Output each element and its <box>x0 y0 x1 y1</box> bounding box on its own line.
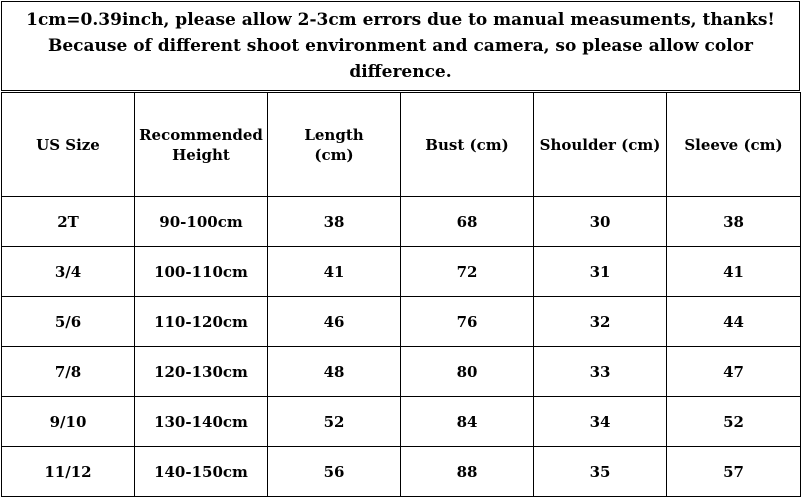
size-table <box>1 92 801 497</box>
header-us-size <box>2 93 135 197</box>
cell-height: 140-150cm <box>135 447 268 497</box>
measurement-notice <box>1 1 800 91</box>
header-length <box>268 93 401 197</box>
cell-shoulder: 31 <box>534 247 667 297</box>
cell-us-size: 5/6 <box>2 297 135 347</box>
cell-bust: 68 <box>401 197 534 247</box>
table-row <box>2 247 801 297</box>
table-row <box>2 197 801 247</box>
header-text: Shoulder (cm) <box>539 135 661 154</box>
cell-us-size: 7/8 <box>2 347 135 397</box>
header-text: Height <box>172 145 230 164</box>
cell-bust: 72 <box>401 247 534 297</box>
header-text: Length <box>304 125 364 144</box>
header-bust <box>401 93 534 197</box>
header-text: Bust (cm) <box>425 135 509 154</box>
cell-length: 46 <box>268 297 401 347</box>
header-text: (cm) <box>314 145 354 164</box>
notice-line-2: Because of different shoot environment and camera, so please allow color <box>47 36 754 56</box>
header-shoulder <box>534 93 667 197</box>
header-sleeve <box>667 93 801 197</box>
cell-sleeve: 47 <box>667 347 801 397</box>
table-row <box>2 447 801 497</box>
cell-sleeve: 41 <box>667 247 801 297</box>
cell-sleeve: 38 <box>667 197 801 247</box>
cell-shoulder: 33 <box>534 347 667 397</box>
cell-length: 52 <box>268 397 401 447</box>
table-row <box>2 347 801 397</box>
header-text: Sleeve (cm) <box>684 135 783 154</box>
cell-length: 41 <box>268 247 401 297</box>
cell-length: 56 <box>268 447 401 497</box>
cell-us-size: 2T <box>2 197 135 247</box>
table-row <box>2 397 801 447</box>
notice-line-1: 1cm=0.39inch, please allow 2-3cm errors due to manual measuments, thanks! <box>26 10 775 30</box>
cell-sleeve: 57 <box>667 447 801 497</box>
notice-line-3: difference. <box>349 62 452 82</box>
cell-shoulder: 30 <box>534 197 667 247</box>
cell-height: 100-110cm <box>135 247 268 297</box>
cell-shoulder: 35 <box>534 447 667 497</box>
table-header-row <box>2 93 801 197</box>
cell-us-size: 11/12 <box>2 447 135 497</box>
header-text: US Size <box>36 135 100 154</box>
cell-height: 110-120cm <box>135 297 268 347</box>
cell-length: 48 <box>268 347 401 397</box>
cell-length: 38 <box>268 197 401 247</box>
cell-bust: 88 <box>401 447 534 497</box>
cell-bust: 84 <box>401 397 534 447</box>
cell-height: 90-100cm <box>135 197 268 247</box>
cell-sleeve: 44 <box>667 297 801 347</box>
cell-shoulder: 34 <box>534 397 667 447</box>
cell-us-size: 3/4 <box>2 247 135 297</box>
header-recommended-height <box>135 93 268 197</box>
header-text: Recommended <box>139 125 263 144</box>
cell-shoulder: 32 <box>534 297 667 347</box>
cell-height: 120-130cm <box>135 347 268 397</box>
cell-bust: 80 <box>401 347 534 397</box>
cell-sleeve: 52 <box>667 397 801 447</box>
cell-us-size: 9/10 <box>2 397 135 447</box>
cell-height: 130-140cm <box>135 397 268 447</box>
cell-bust: 76 <box>401 297 534 347</box>
table-row <box>2 297 801 347</box>
